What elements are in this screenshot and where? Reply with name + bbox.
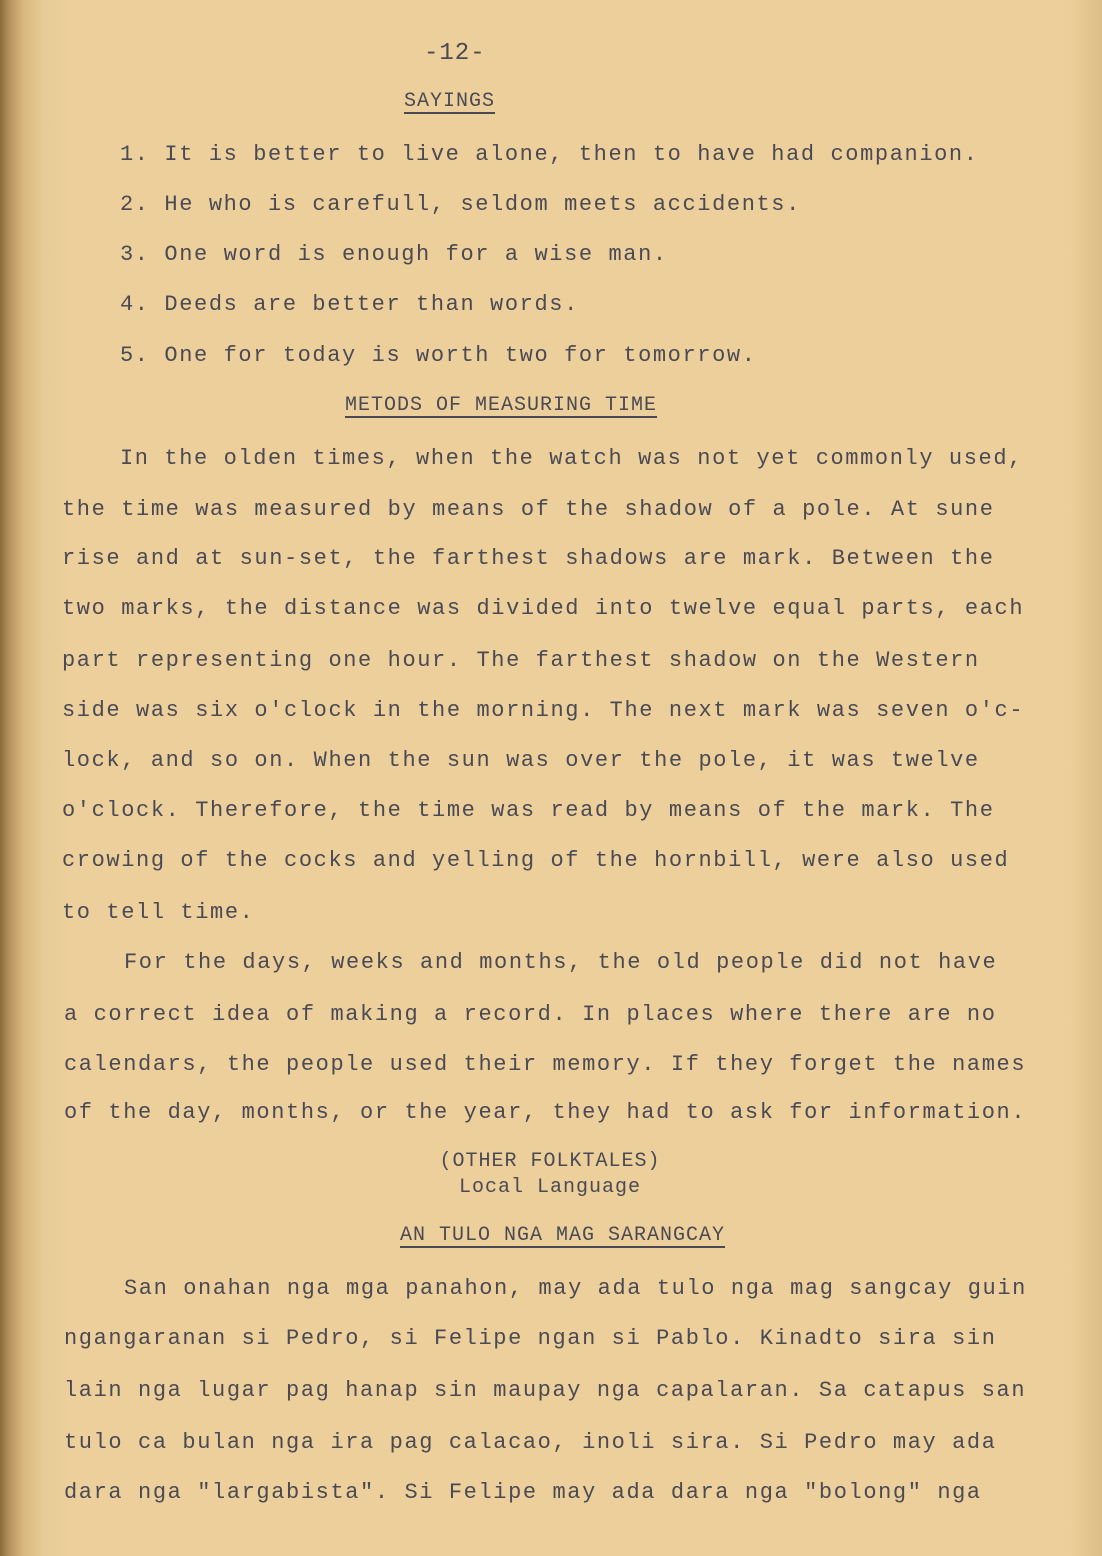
paragraph-line: a correct idea of making a record. In places where there are no <box>64 1002 997 1027</box>
saying-item: 3. One word is enough for a wise man. <box>120 242 668 267</box>
paragraph-line: crowing of the cocks and yelling of the hornbill, were also used <box>62 848 1010 873</box>
paragraph-line: two marks, the distance was divided into twelve equal parts, each <box>62 596 1025 621</box>
paragraph-line: of the day, months, or the year, they had to ask for information. <box>64 1100 1027 1125</box>
paragraph-line: the time was measured by means of the shadow of a pole. At sune <box>62 497 995 522</box>
paragraph-line: calendars, the people used their memory. If they forget the names <box>64 1052 1027 1077</box>
saying-item: 4. Deeds are better than words. <box>120 292 579 317</box>
story-line: ngangaranan si Pedro, si Felipe ngan si Pablo. Kinadto sira sin <box>64 1326 997 1351</box>
story-line: lain nga lugar pag hanap sin maupay nga capalaran. Sa catapus san <box>64 1378 1027 1403</box>
saying-item: 2. He who is carefull, seldom meets accidents. <box>120 192 801 217</box>
paragraph-line: part representing one hour. The farthest shadow on the Western <box>62 648 980 673</box>
saying-item: 1. It is better to live alone, then to have had companion. <box>120 142 979 167</box>
story-heading: AN TULO NGA MAG SARANGCAY <box>400 1224 726 1247</box>
paragraph-line: lock, and so on. When the sun was over the pole, it was twelve <box>62 748 980 773</box>
paragraph-line: o'clock. Therefore, the time was read by means of the mark. The <box>62 798 995 823</box>
paragraph-line: side was six o'clock in the morning. The next mark was seven o'c- <box>62 698 1025 723</box>
paragraph-line: rise and at sun-set, the farthest shadows are mark. Between the <box>62 546 995 571</box>
saying-item: 5. One for today is worth two for tomorrow. <box>120 343 757 368</box>
paragraph-line: In the olden times, when the watch was not yet commonly used, <box>120 446 1023 471</box>
story-line: San onahan nga mga panahon, may ada tulo nga mag sangcay guin <box>124 1276 1027 1301</box>
folktales-subtitle: Local Language <box>458 1176 642 1199</box>
page-number: -12- <box>424 40 486 67</box>
story-line: tulo ca bulan nga ira pag calacao, inoli sira. Si Pedro may ada <box>64 1430 997 1455</box>
folktales-heading: (OTHER FOLKTALES) <box>439 1150 661 1173</box>
sayings-heading: SAYINGS <box>404 90 496 113</box>
metods-heading: METODS OF MEASURING TIME <box>345 394 658 417</box>
story-line: dara nga "largabista". Si Felipe may ada dara nga "bolong" nga <box>64 1480 982 1505</box>
paragraph-line: For the days, weeks and months, the old people did not have <box>124 950 998 975</box>
paragraph-line: to tell time. <box>62 900 255 925</box>
